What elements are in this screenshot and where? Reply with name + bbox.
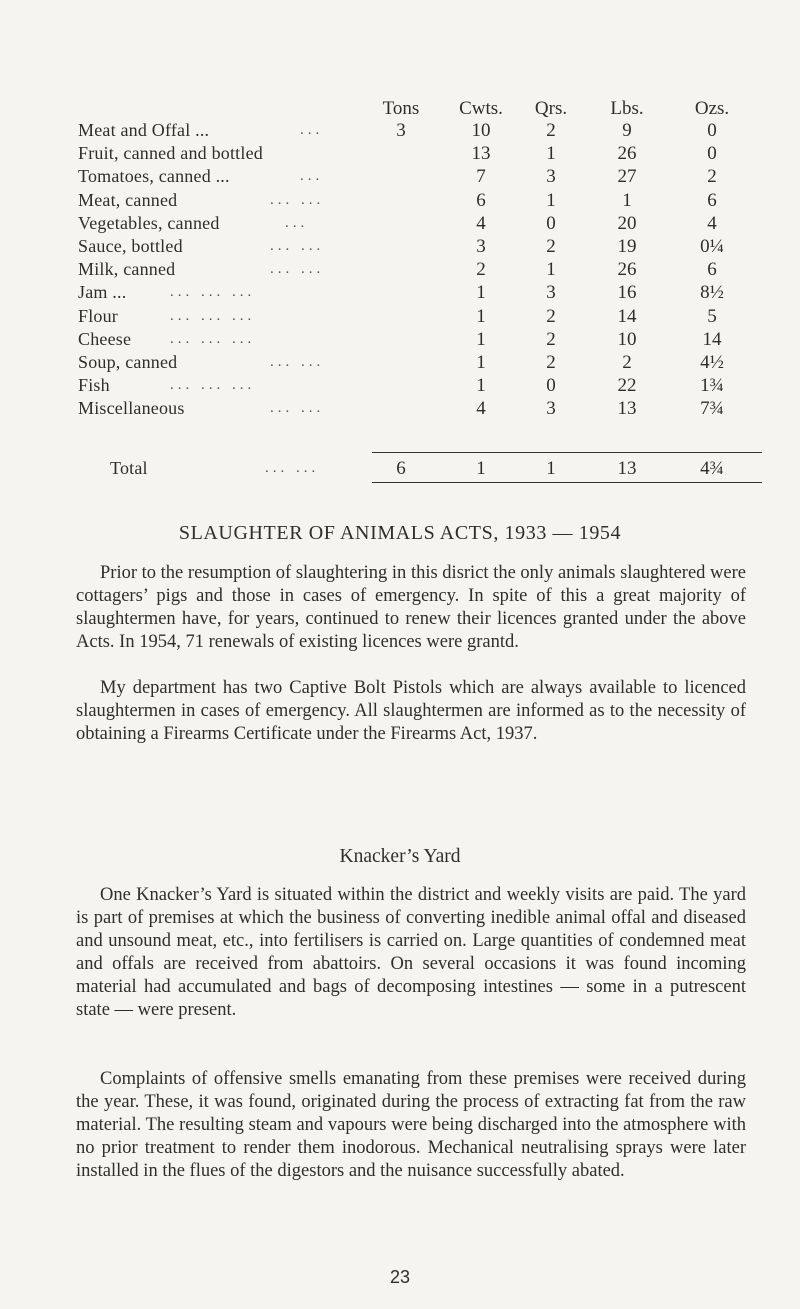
- header-cwts: Cwts.: [459, 98, 503, 119]
- leader-dots: ... ...: [270, 238, 325, 254]
- cell-lbs: 16: [617, 282, 637, 304]
- paragraph-1: Prior to the resumption of slaughtering in this disrict the only animals slaughtered were cottagers’ pigs and those in cases of emergency. In spite of this a great majority of slaughtermen have, for years, continued to renew their licences granted under the above Acts. In 1954, 71 renewals of existing licences were grantd.: [76, 563, 746, 652]
- cell-lbs: 27: [617, 166, 637, 188]
- leader-dots: ... ... ...: [170, 284, 256, 301]
- cell-cwts: 1: [476, 375, 486, 397]
- leader-dots: ... ...: [270, 400, 325, 417]
- cell-tons: 3: [396, 120, 406, 141]
- cell-tons: 6: [396, 458, 406, 479]
- cell-lbs: 13: [617, 458, 637, 479]
- cell-qrs: 2: [546, 236, 556, 257]
- row-label: Cheese: [78, 328, 132, 349]
- cell-ozs: 14: [702, 328, 722, 350]
- table-row: [0, 259, 800, 283]
- table-row: [0, 120, 800, 144]
- row-label: Fish: [78, 375, 110, 396]
- cell-ozs: 0: [707, 143, 717, 165]
- cell-qrs: 1: [546, 259, 556, 281]
- cell-qrs: 0: [546, 212, 556, 234]
- table-row: [0, 213, 800, 237]
- cell-qrs: 3: [546, 166, 556, 188]
- cell-qrs: 1: [546, 458, 556, 479]
- cell-ozs: 5: [707, 305, 717, 327]
- page-number: 23: [389, 1267, 411, 1287]
- leader-dots: ... ...: [270, 261, 325, 278]
- header-lbs: Lbs.: [610, 98, 644, 119]
- header-ozs: Ozs.: [694, 98, 730, 119]
- cell-ozs: 2: [707, 166, 717, 188]
- row-label: Miscellaneous: [78, 398, 185, 419]
- cell-lbs: 26: [617, 259, 637, 281]
- cell-qrs: 2: [546, 352, 556, 373]
- cell-cwts: 1: [476, 305, 486, 327]
- table-row: [0, 329, 800, 353]
- total-rule-bottom: [372, 482, 762, 483]
- cell-lbs: 13: [617, 398, 637, 420]
- table-row: [0, 166, 800, 190]
- cell-cwts: 1: [476, 352, 486, 373]
- section-title: SLAUGHTER OF ANIMALS ACTS, 1933 — 1954: [178, 522, 622, 544]
- total-label: Total: [110, 458, 148, 478]
- cell-cwts: 7: [476, 166, 486, 188]
- table-row: [0, 306, 800, 330]
- cell-lbs: 1: [622, 189, 632, 211]
- row-label: Tomatoes, canned ...: [78, 166, 230, 187]
- table-row: [0, 190, 800, 214]
- leader-dots: ... ...: [270, 354, 325, 370]
- table-row: [0, 143, 800, 167]
- row-label: Meat, canned: [78, 189, 178, 210]
- table-total-row: [0, 458, 800, 482]
- cell-lbs: 20: [617, 212, 637, 234]
- cell-lbs: 22: [617, 375, 637, 397]
- subheading-knackers-yard: Knacker’s Yard: [339, 846, 461, 867]
- row-label: Vegetables, canned: [78, 212, 220, 233]
- row-label: Milk, canned: [78, 259, 176, 280]
- cell-lbs: 2: [622, 352, 632, 373]
- cell-qrs: 1: [546, 143, 556, 165]
- leader-dots: ...: [285, 214, 309, 231]
- cell-qrs: 0: [546, 375, 556, 397]
- cell-cwts: 13: [471, 143, 491, 165]
- cell-qrs: 2: [546, 328, 556, 350]
- cell-qrs: 1: [546, 189, 556, 211]
- cell-cwts: 1: [476, 328, 486, 350]
- header-tons: Tons: [382, 98, 420, 119]
- leader-dots: ...: [300, 122, 324, 138]
- table-row: [0, 236, 800, 260]
- leader-dots: ... ... ...: [170, 307, 256, 324]
- table-row: [0, 375, 800, 399]
- cell-cwts: 1: [476, 282, 486, 304]
- cell-lbs: 10: [617, 328, 637, 350]
- paragraph-3: One Knacker’s Yard is situated within the district and weekly visits are paid. The yard is part of premises at which the business of converting inedible animal offal and diseased and unsound meat, etc., into fertilisers is carried on. Large quantities of condemned meat and offals are received from abattoirs. On several occasions it was found incoming material had accumulated and bags of decomposing intestines — some in a putrescent state — were present.: [76, 885, 746, 1020]
- table-row: [0, 398, 800, 422]
- row-label: Sauce, bottled: [78, 236, 183, 256]
- cell-qrs: 2: [546, 120, 556, 141]
- cell-cwts: 4: [476, 212, 486, 234]
- cell-ozs: 0: [707, 120, 717, 141]
- table-row: [0, 352, 800, 376]
- paragraph-2: My department has two Captive Bolt Pistols which are always available to licenced slaughtermen in cases of emergency. All slaughtermen are informed as to the necessity of obtaining a Firearms Certificate under the Firearms Act, 1937.: [76, 678, 746, 744]
- cell-ozs: 6: [707, 189, 717, 211]
- cell-qrs: 3: [546, 398, 556, 420]
- cell-cwts: 10: [471, 120, 491, 141]
- cell-cwts: 1: [476, 458, 486, 479]
- row-label: Soup, canned: [78, 352, 178, 372]
- leader-dots: ... ...: [270, 191, 325, 208]
- cell-cwts: 3: [476, 236, 486, 257]
- cell-ozs: 8½: [700, 282, 724, 304]
- row-label: Jam ...: [78, 282, 127, 303]
- cell-lbs: 26: [617, 143, 637, 165]
- cell-lbs: 19: [617, 236, 637, 257]
- cell-ozs: 6: [707, 259, 717, 281]
- cell-cwts: 6: [476, 189, 486, 211]
- cell-qrs: 3: [546, 282, 556, 304]
- leader-dots: ...: [300, 168, 324, 185]
- leader-dots: ... ...: [265, 460, 320, 476]
- cell-ozs: 7¾: [700, 398, 724, 420]
- paragraph-4: Complaints of offensive smells emanating from these premises were received during the year. These, it was found, originated during the process of extracting fat from the raw material. The resulting steam and vapours were being discharged into the atmosphere with no prior treatment to render them inodorous. Mechanical neutralising sprays were later installed in the flues of the digestors and the nuisance successfully abated.: [76, 1069, 746, 1181]
- row-label: Meat and Offal ...: [78, 120, 210, 140]
- cell-qrs: 2: [546, 305, 556, 327]
- cell-ozs: 4¾: [700, 458, 724, 479]
- header-qrs: Qrs.: [534, 98, 568, 119]
- cell-cwts: 4: [476, 398, 486, 420]
- cell-ozs: 0¼: [700, 236, 724, 257]
- cell-ozs: 1¾: [700, 375, 724, 397]
- leader-dots: ... ... ...: [170, 377, 256, 394]
- cell-cwts: 2: [476, 259, 486, 281]
- row-label: Flour: [78, 305, 119, 326]
- cell-lbs: 14: [617, 305, 637, 327]
- cell-ozs: 4: [707, 212, 717, 234]
- cell-ozs: 4½: [700, 352, 724, 373]
- cell-lbs: 9: [622, 120, 632, 141]
- total-rule-top: [372, 452, 762, 453]
- row-label: Fruit, canned and bottled: [78, 143, 263, 164]
- leader-dots: ... ... ...: [170, 330, 256, 347]
- table-row: [0, 282, 800, 306]
